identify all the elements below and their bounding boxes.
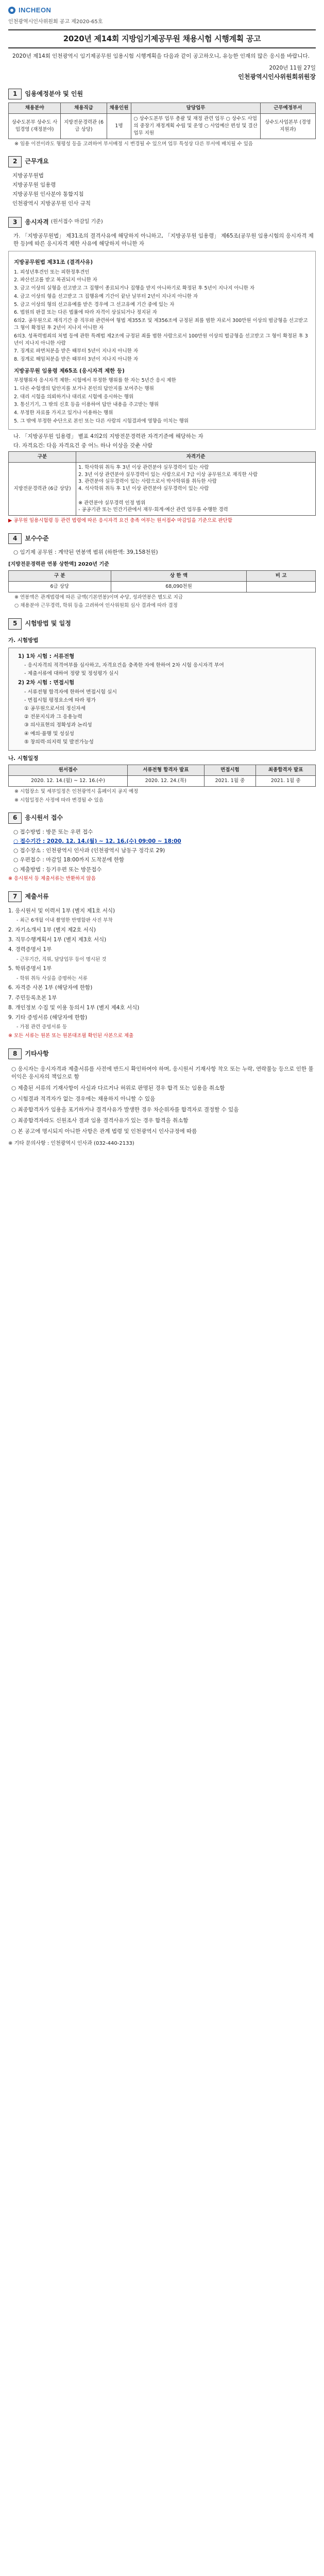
recruit-header-grade: 채용직급 bbox=[61, 103, 107, 114]
restriction-item: 부정행위자 응시자격 제한: 시험에서 부정한 행위를 한 자는 5년간 응시 제한 bbox=[14, 378, 176, 384]
disqualification-item: 3. 금고 이상의 실형을 선고받고 그 집행이 종료되거나 집행을 받지 아니하기로 확정된 후 5년이 지나지 아니한 자 bbox=[14, 285, 255, 292]
salary-grade: 6급 상당 bbox=[9, 581, 111, 592]
notice-date: 2020년 11월 27일 bbox=[269, 65, 316, 72]
application-item: ○ 우편접수 : 마감일 18:00까지 도착분에 한함 bbox=[13, 857, 125, 863]
schedule-note: ※ 시험일정은 사정에 따라 변경될 수 있음 bbox=[14, 797, 104, 803]
section-3-number: 3 bbox=[8, 217, 22, 228]
qualification-header-criteria: 자격기준 bbox=[76, 452, 316, 463]
qualification-header-grade: 구분 bbox=[9, 452, 76, 463]
schedule-title: 나. 시험일정 bbox=[8, 755, 39, 761]
exam-method-title: 가. 시험방법 bbox=[8, 637, 39, 643]
law-item: 지방공무원 임용령 bbox=[12, 181, 56, 188]
section-2-number: 2 bbox=[8, 156, 22, 167]
exam-step: ④ 예의·품행 및 성실성 bbox=[24, 731, 74, 737]
qualification-table bbox=[8, 451, 316, 516]
salary-table-title: [지방전문경력관 연봉 상한액] 2020년 기준 bbox=[8, 561, 109, 567]
schedule-header: 원서접수 bbox=[9, 765, 128, 776]
schedule-header: 서류전형 합격자 발표 bbox=[128, 765, 204, 776]
salary-upper: 68,090천원 bbox=[111, 581, 247, 592]
section-7-heading bbox=[8, 891, 49, 902]
schedule-header: 면접시험 bbox=[204, 765, 256, 776]
salary-remark bbox=[247, 581, 316, 592]
misc-item: ○ 본 공고에 명시되지 아니한 사항은 관계 법령 및 인천광역시 인사규정에 따름 bbox=[11, 1128, 197, 1135]
schedule-cell: 2020. 12. 24.(목) bbox=[128, 775, 204, 786]
disqualification-item: 5. 금고 이상의 형의 선고유예를 받은 경우에 그 선고유예 기간 중에 있는 자 bbox=[14, 301, 175, 308]
document-item: 1. 응시원서 및 이력서 1부 (별지 제1호 서식) bbox=[8, 907, 115, 914]
exam-step: ① 공무원으로서의 정신자세 bbox=[24, 705, 86, 711]
law-item: 인천광역시 지방공무원 인사 규칙 bbox=[12, 200, 91, 207]
exam-step: 2) 2차 시험 : 면접시험 bbox=[18, 680, 75, 686]
disqualification-item: 4. 금고 이상의 형을 선고받고 그 집행유예 기간이 끝난 날부터 2년이 지나지 아니한 자 bbox=[14, 293, 198, 299]
schedule-note: ※ 시험장소 및 세부일정은 인천광역시 홈페이지 공지 예정 bbox=[14, 788, 139, 794]
section-6-number: 6 bbox=[8, 812, 22, 823]
section-1-note: ※ 임용 이전이라도 형평성 등을 고려하여 부서배정 시 변경될 수 있으며 업무 특성상 다른 부서에 배치될 수 있음 bbox=[14, 141, 253, 147]
salary-note: ※ 연봉액은 관계법령에 따른 금액(기본연봉)이며 수당, 성과연봉은 별도로 지급 bbox=[14, 594, 183, 600]
application-item: ○ 접수장소 : 인천광역시 인사과 (인천광역시 남동구 정각로 29) bbox=[13, 848, 165, 854]
misc-item: ○ 최종합격자라도 신원조사 결과 임용 결격사유가 있는 경우 합격을 취소함 bbox=[11, 1117, 189, 1124]
section-1-number: 1 bbox=[8, 89, 22, 99]
exam-step: ③ 의사표현의 정확성과 논리성 bbox=[24, 722, 92, 728]
exam-step: - 응시자격의 적격여부를 심사하고, 자격요건을 충족한 자에 한하여 2차 시험 응시자격 부여 bbox=[24, 662, 224, 668]
exam-step: - 제출서류에 대하여 정량 및 정성평가 실시 bbox=[24, 671, 119, 677]
document-detail: - 학위 취득 사실을 증명하는 서류 bbox=[16, 975, 88, 981]
document-item: 8. 개인정보 수집 및 이용 동의서 1부 (별지 제4호 서식) bbox=[8, 1004, 140, 1011]
document-detail: - 가점 관련 증빙서류 등 bbox=[16, 1024, 67, 1030]
section-3-title-suffix: (원서접수 마감일 기준) bbox=[50, 219, 103, 225]
disqualification-item: 1. 피성년후견인 또는 피한정후견인 bbox=[14, 269, 90, 275]
eligibility-emphasis: ▶ 공무원 임용시험령 등 관련 법령에 따른 응시자격 요건 충족 여부는 원서접수 마감일을 기준으로 판단함 bbox=[8, 518, 233, 524]
schedule-table bbox=[8, 765, 316, 787]
qualification-row bbox=[9, 462, 316, 515]
section-4-heading bbox=[8, 533, 49, 544]
issuing-org: 인천광역시인사위원회위원장 bbox=[238, 73, 316, 80]
document-item: 7. 주민등록초본 1부 bbox=[8, 994, 57, 1001]
restriction-item: 1. 다른 수험생의 답안지를 보거나 본인의 답안지를 보여주는 행위 bbox=[14, 385, 154, 392]
section-7-title: 제출서류 bbox=[25, 892, 49, 900]
salary-header-remark: 비 고 bbox=[247, 571, 316, 582]
section-5-heading bbox=[8, 618, 71, 629]
schedule-header: 최종합격자 발표 bbox=[256, 765, 316, 776]
document-detail: - 최근 6개월 이내 촬영한 반명함판 사진 부착 bbox=[16, 918, 113, 924]
document-item: 3. 직무수행계획서 1부 (별지 제3호 서식) bbox=[8, 937, 107, 943]
section-8-heading bbox=[8, 1048, 49, 1059]
disqualification-title: 지방공무원법 제31조 (결격사유) bbox=[14, 259, 93, 266]
restriction-title: 지방공무원 임용령 제65조 (응시자격 제한 등) bbox=[14, 367, 125, 374]
eligibility-paragraph: 가. 「지방공무원법」 제31조의 결격사유에 해당하지 아니하고, 「지방공무원 임용령」 제65조(공무원 임용시험의 응시자격 제한 등)에 따른 응시자격 제한 사유에 해당하지 아니한 자 bbox=[13, 232, 314, 247]
section-5-number: 5 bbox=[8, 618, 22, 629]
restriction-item: 3. 통신기기, 그 밖의 신호 등을 이용하여 답안 내용을 주고받는 행위 bbox=[14, 402, 159, 408]
schedule-row bbox=[9, 775, 316, 786]
schedule-cell: 2021. 1월 중 bbox=[204, 775, 256, 786]
schedule-cell: 2021. 1월 중 bbox=[256, 775, 316, 786]
section-4-number: 4 bbox=[8, 533, 22, 544]
header-logo bbox=[8, 4, 316, 16]
intro-paragraph: 2020년 제14회 인천광역시 임기제공무원 임용시험 시행계획을 다음과 같이 공고하오니, 유능한 인재의 많은 응시를 바랍니다. bbox=[12, 53, 310, 60]
salary-paragraph: ○ 임기제 공무원 : 계약된 연봉액 범위 (하한액: 39,158천원) bbox=[13, 549, 158, 556]
salary-note: ○ 채용분야 근무경력, 학위 등을 고려하여 인사위원회 심사 결과에 따라 결정 bbox=[14, 603, 178, 609]
misc-item: ○ 시험결과 적격자가 없는 경우에는 채용하지 아니할 수 있음 bbox=[11, 1095, 156, 1102]
recruit-dept: 상수도사업본부 (경영지원과) bbox=[260, 114, 315, 139]
disqualification-item: 6. 법원의 판결 또는 다른 법률에 따라 자격이 상실되거나 정지된 자 bbox=[14, 310, 157, 316]
exam-step: - 면접시험 평정요소에 따라 평가 bbox=[24, 697, 96, 703]
application-item: ○ 접수방법 : 방문 또는 우편 접수 bbox=[13, 828, 93, 835]
exam-method-box bbox=[8, 648, 316, 751]
exam-step: - 서류전형 합격자에 한하여 면접시험 실시 bbox=[24, 689, 117, 695]
document-item: 6. 자격증 사본 1부 (해당자에 한함) bbox=[8, 985, 93, 991]
document-item: 2. 자기소개서 1부 (별지 제2호 서식) bbox=[8, 926, 96, 933]
salary-header-upper: 상 한 액 bbox=[111, 571, 247, 582]
section-8-number: 8 bbox=[8, 1048, 22, 1059]
disqualification-item: 8. 징계로 해임처분을 받은 때부터 3년이 지나지 아니한 자 bbox=[14, 357, 139, 363]
recruit-grade: 지방전문경력관 (6급 상당) bbox=[61, 114, 107, 139]
qualification-grade: 지방전문경력관 (6급 상당) bbox=[9, 462, 76, 515]
recruit-field: 상수도본부 상수도 사업경영 (재정분야) bbox=[9, 114, 61, 139]
notice-number: 인천광역시인사위원회 공고 제2020-65호 bbox=[8, 19, 103, 25]
application-period: ○ 접수기간 : 2020. 12. 14.(월) ~ 12. 16.(수) 09:00 ~ 18:00 bbox=[13, 838, 181, 844]
qualification-intro: 다. 자격요건: 다음 자격요건 중 어느 하나 이상을 갖춘 사람 bbox=[13, 442, 153, 449]
section-6-title: 응시원서 접수 bbox=[25, 814, 63, 822]
law-item: 지방공무원법 bbox=[12, 172, 44, 179]
disqualification-item: 2. 파산선고를 받고 복권되지 아니한 자 bbox=[14, 277, 97, 283]
contact-info: ※ 기타 문의사항 : 인천광역시 인사과 (032-440-2133) bbox=[8, 1140, 134, 1146]
recruit-header-dept: 근무예정부서 bbox=[260, 103, 315, 114]
misc-item: ○ 제출된 서류의 기재사항이 사실과 다르거나 허위로 판명된 경우 합격 또는 임용을 취소함 bbox=[11, 1084, 225, 1091]
document-detail: - 근무기간, 직위, 담당업무 등이 명시된 것 bbox=[16, 956, 107, 962]
qualification-criteria: 1. 학사학위 취득 후 3년 이상 관련분야 실무경력이 있는 사람 2. 3년 이상 관련분야 실무경력이 있는 사람으로서 7급 이상 공무원으로 재직한 사람 3. 관련분야 실무경력이 있는 사람으로서 박사학위를 취득한 사람 4. 석사학위 취득 후 1년 이상 관련분야 실무경력이 있는 사람 ※ 관련분야 실무경력 인정 범위 - 공공기관 또는 민간기관에서 재무·회계·예산 관련 업무를 수행한 경력 bbox=[76, 462, 316, 515]
exam-step: 1) 1차 시험 : 서류전형 bbox=[18, 653, 75, 659]
disqualification-item: 6의3. 성폭력범죄의 처벌 등에 관한 특례법 제2조에 규정된 죄를 범한 사람으로서 100만원 이상의 벌금형을 선고받고 그 형이 확정된 후 3년이 지나지 아니한 사람 bbox=[14, 333, 308, 346]
misc-item: ○ 응시자는 응시자격과 제출서류를 사전에 반드시 확인하여야 하며, 응시원서 기재사항 착오 또는 누락, 연락불능 등으로 인한 불이익은 응시자의 책임으로 함 bbox=[11, 1066, 314, 1080]
section-2-heading bbox=[8, 156, 49, 167]
recruit-duty: ○ 상수도본부 업무 총괄 및 재정 관련 업무 ○ 상수도 사업의 중장기 재정계획 수립 및 운영 ○ 사업예산 편성 및 결산 업무 지원 bbox=[131, 114, 260, 139]
eligibility-paragraph-2: 나. 「지방공무원 임용령」 별표 4의2의 지방전문경력관 자격기준에 해당하는 자 bbox=[13, 433, 203, 439]
section-8-title: 기타사항 bbox=[25, 1049, 49, 1057]
disqualification-box bbox=[8, 251, 316, 429]
application-item: ○ 제출방법 : 등기우편 또는 방문접수 bbox=[13, 866, 102, 873]
schedule-cell: 2020. 12. 14.(월) ~ 12. 16.(수) bbox=[9, 775, 128, 786]
recruit-count: 1명 bbox=[107, 114, 131, 139]
application-note: ※ 응시원서 등 제출서류는 반환하지 않음 bbox=[8, 875, 96, 882]
salary-row bbox=[9, 581, 316, 592]
logo-icon bbox=[8, 7, 15, 14]
law-item: 지방공무원 인사분야 통합지침 bbox=[12, 191, 84, 198]
restriction-item: 5. 그 밖에 부정한 수단으로 본인 또는 다른 사람의 시험결과에 영향을 미치는 행위 bbox=[14, 418, 189, 424]
misc-item: ○ 최종합격자가 임용을 포기하거나 결격사유가 발생한 경우 차순위자를 합격자로 결정할 수 있음 bbox=[11, 1106, 239, 1113]
recruit-table bbox=[8, 103, 316, 139]
document-item: 4. 경력증명서 1부 bbox=[8, 946, 52, 953]
document-title: 2020년 제14회 지방임기제공무원 채용시험 시행계획 공고 bbox=[8, 29, 316, 49]
document-item: 5. 학위증명서 1부 bbox=[8, 965, 52, 972]
section-3-title: 응시자격 bbox=[25, 218, 49, 226]
section-6-heading bbox=[8, 812, 63, 823]
section-7-number: 7 bbox=[8, 891, 22, 902]
section-4-title: 보수수준 bbox=[25, 534, 49, 542]
restriction-item: 2. 대리 시험을 의뢰하거나 대리로 시험에 응시하는 행위 bbox=[14, 394, 134, 400]
document-item: 9. 기타 증빙서류 (해당자에 한함) bbox=[8, 1014, 88, 1021]
logo-text: INCHEON bbox=[19, 6, 52, 14]
salary-header-grade: 구 분 bbox=[9, 571, 111, 582]
section-1-heading bbox=[8, 89, 83, 99]
disqualification-item: 7. 징계로 파면처분을 받은 때부터 5년이 지나지 아니한 자 bbox=[14, 348, 139, 354]
recruit-row bbox=[9, 114, 316, 139]
restriction-item: 4. 부정한 자료를 가지고 있거나 이용하는 행위 bbox=[14, 410, 113, 416]
section-5-title: 시험방법 및 일정 bbox=[25, 620, 71, 628]
section-1-title: 임용예정분야 및 인원 bbox=[25, 90, 83, 98]
exam-step: ⑤ 창의력·의지력 및 발전가능성 bbox=[24, 739, 94, 745]
salary-table bbox=[8, 570, 316, 592]
recruit-header-count: 채용인원 bbox=[107, 103, 131, 114]
section-3-heading bbox=[8, 217, 103, 228]
recruit-header-field: 채용분야 bbox=[9, 103, 61, 114]
documents-note: ※ 모든 서류는 원본 또는 원본대조필 확인된 사본으로 제출 bbox=[8, 1032, 134, 1039]
exam-step: ② 전문지식과 그 응용능력 bbox=[24, 714, 82, 720]
section-2-title: 근무개요 bbox=[25, 158, 49, 165]
recruit-header-duty: 담당업무 bbox=[131, 103, 260, 114]
disqualification-item: 6의2. 공무원으로 재직기간 중 직무와 관련하여 형법 제355조 및 제356조에 규정된 죄를 범한 자로서 300만원 이상의 벌금형을 선고받고 그 형이 확정된 후 2년이 지나지 아니한 자 bbox=[14, 318, 308, 331]
